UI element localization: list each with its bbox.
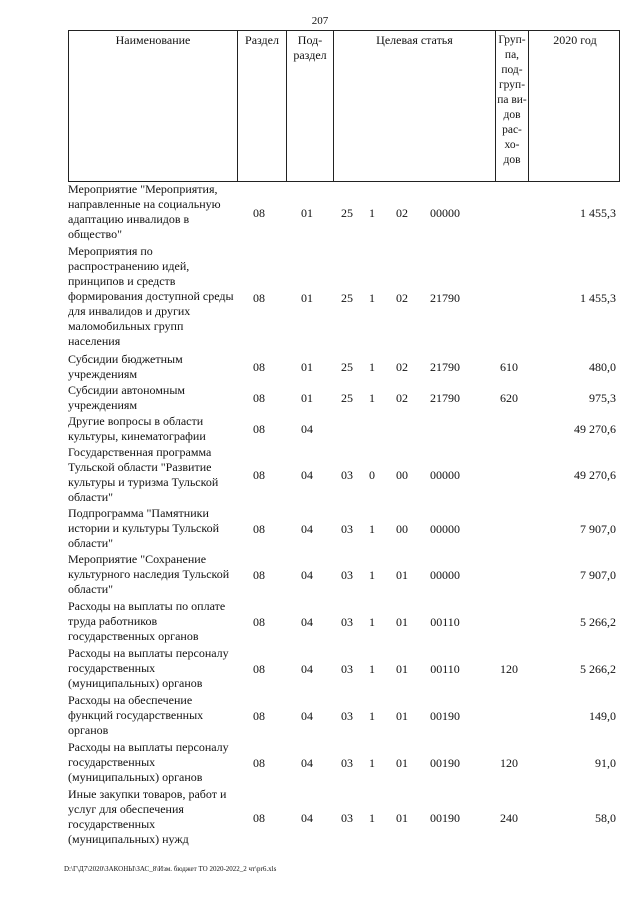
row-vr: 240	[500, 811, 518, 825]
row-amount: 58,0	[595, 811, 616, 825]
table-row	[68, 244, 628, 352]
row-name: Мероприятие "Мероприятия, направленные на социальную адаптацию инвалидов в общество"	[68, 182, 221, 241]
table-row	[68, 414, 628, 445]
row-amount: 480,0	[589, 360, 616, 374]
row-cs2: 1	[369, 360, 375, 374]
row-cs1: 25	[341, 360, 353, 374]
file-path-footer: D:\Г\Д7\2020\ЗАКОНЫ\ЗАС_8\Изм. бюджет ТО 2020-2022_2 чт\pr6.xls	[64, 865, 277, 873]
row-razdel: 08	[253, 811, 265, 825]
table-row	[68, 787, 628, 849]
table-row	[68, 445, 628, 506]
row-cs1: 03	[341, 568, 353, 582]
row-cs1: 25	[341, 391, 353, 405]
row-cs3: 01	[396, 662, 408, 676]
row-cs3: 00	[396, 468, 408, 482]
row-name: Субсидии бюджетным учреждениям	[68, 352, 183, 381]
table-header	[68, 30, 620, 182]
row-razdel: 08	[253, 522, 265, 536]
row-podrazdel: 04	[301, 468, 313, 482]
table-row	[68, 599, 628, 646]
row-amount: 49 270,6	[574, 468, 616, 482]
row-cs4: 21790	[430, 391, 460, 405]
row-podrazdel: 04	[301, 422, 313, 436]
row-cs2: 1	[369, 568, 375, 582]
table-row	[68, 693, 628, 740]
table-row	[68, 646, 628, 693]
row-amount: 7 907,0	[580, 522, 616, 536]
row-cs2: 1	[369, 615, 375, 629]
row-razdel: 08	[253, 468, 265, 482]
column-header-subsection: Под- раздел	[286, 31, 333, 181]
row-vr: 120	[500, 662, 518, 676]
row-cs2: 0	[369, 468, 375, 482]
column-header-target: Целевая статья	[333, 31, 495, 181]
table-row	[68, 383, 628, 414]
row-cs3: 02	[396, 360, 408, 374]
row-name: Расходы на выплаты персоналу государственных (муниципальных) органов	[68, 740, 229, 784]
row-cs4: 00000	[430, 568, 460, 582]
row-cs3: 02	[396, 291, 408, 305]
row-cs1: 03	[341, 615, 353, 629]
row-podrazdel: 01	[301, 291, 313, 305]
row-cs4: 21790	[430, 360, 460, 374]
row-cs4: 00190	[430, 756, 460, 770]
column-header-name: Наименование	[115, 33, 191, 47]
row-podrazdel: 04	[301, 662, 313, 676]
row-razdel: 08	[253, 662, 265, 676]
row-razdel: 08	[253, 568, 265, 582]
row-name: Другие вопросы в области культуры, кинематографии	[68, 414, 206, 443]
table-row	[68, 506, 628, 552]
row-cs2: 1	[369, 391, 375, 405]
row-cs3: 02	[396, 206, 408, 220]
row-amount: 49 270,6	[574, 422, 616, 436]
column-header-year: 2020 год	[528, 31, 621, 181]
row-amount: 975,3	[589, 391, 616, 405]
page-number: 207	[311, 15, 329, 27]
row-razdel: 08	[253, 206, 265, 220]
row-cs1: 03	[341, 811, 353, 825]
row-name: Мероприятие "Сохранение культурного наследия Тульской области"	[68, 552, 230, 596]
row-cs3: 02	[396, 391, 408, 405]
row-cs4: 00110	[430, 615, 460, 629]
row-vr: 120	[500, 756, 518, 770]
row-amount: 5 266,2	[580, 615, 616, 629]
row-cs3: 01	[396, 811, 408, 825]
row-cs3: 01	[396, 568, 408, 582]
row-cs1: 03	[341, 709, 353, 723]
row-podrazdel: 04	[301, 615, 313, 629]
row-cs2: 1	[369, 291, 375, 305]
row-cs1: 25	[341, 291, 353, 305]
table-row	[68, 552, 628, 599]
row-podrazdel: 04	[301, 811, 313, 825]
row-cs4: 00190	[430, 811, 460, 825]
column-header-section: Раздел	[237, 31, 286, 181]
row-amount: 91,0	[595, 756, 616, 770]
row-cs4: 21790	[430, 291, 460, 305]
row-name: Расходы на выплаты по оплате труда работников государственных органов	[68, 599, 226, 643]
column-header-group: Груп- па, под- груп- па ви- дов рас- хо- дов	[495, 31, 528, 181]
table-body	[68, 182, 628, 849]
row-cs3: 01	[396, 709, 408, 723]
row-razdel: 08	[253, 391, 265, 405]
row-name: Субсидии автономным учреждениям	[68, 383, 185, 412]
row-razdel: 08	[253, 709, 265, 723]
row-amount: 1 455,3	[580, 206, 616, 220]
table-row	[68, 740, 628, 787]
row-cs4: 00000	[430, 206, 460, 220]
row-cs1: 03	[341, 662, 353, 676]
table-row	[68, 352, 628, 383]
row-amount: 5 266,2	[580, 662, 616, 676]
row-name: Расходы на выплаты персоналу государственных (муниципальных) органов	[68, 646, 229, 690]
row-cs4: 00000	[430, 522, 460, 536]
row-cs4: 00190	[430, 709, 460, 723]
row-podrazdel: 04	[301, 568, 313, 582]
row-cs4: 00110	[430, 662, 460, 676]
row-cs2: 1	[369, 662, 375, 676]
row-cs2: 1	[369, 811, 375, 825]
row-cs3: 00	[396, 522, 408, 536]
row-podrazdel: 01	[301, 391, 313, 405]
row-name: Мероприятия по распространению идей, принципов и средств формирования доступной среды для инвалидов и других маломобильных групп населения	[68, 244, 234, 348]
row-podrazdel: 01	[301, 206, 313, 220]
row-podrazdel: 04	[301, 522, 313, 536]
row-amount: 149,0	[589, 709, 616, 723]
row-cs2: 1	[369, 206, 375, 220]
row-cs2: 1	[369, 709, 375, 723]
row-podrazdel: 04	[301, 709, 313, 723]
table-row	[68, 182, 628, 244]
row-vr: 610	[500, 360, 518, 374]
row-amount: 7 907,0	[580, 568, 616, 582]
row-vr: 620	[500, 391, 518, 405]
row-cs3: 01	[396, 615, 408, 629]
row-cs4: 00000	[430, 468, 460, 482]
row-name: Государственная программа Тульской области "Развитие культуры и туризма Тульской области"	[68, 445, 219, 504]
row-cs1: 03	[341, 522, 353, 536]
row-cs2: 1	[369, 522, 375, 536]
row-cs3: 01	[396, 756, 408, 770]
row-amount: 1 455,3	[580, 291, 616, 305]
row-podrazdel: 01	[301, 360, 313, 374]
row-podrazdel: 04	[301, 756, 313, 770]
row-cs2: 1	[369, 756, 375, 770]
row-name: Подпрограмма "Памятники истории и культуры Тульской области"	[68, 506, 220, 550]
row-razdel: 08	[253, 360, 265, 374]
row-cs1: 03	[341, 468, 353, 482]
row-cs1: 03	[341, 756, 353, 770]
row-razdel: 08	[253, 422, 265, 436]
row-razdel: 08	[253, 756, 265, 770]
row-name: Расходы на обеспечение функций государственных органов	[68, 693, 204, 737]
row-razdel: 08	[253, 615, 265, 629]
row-name: Иные закупки товаров, работ и услуг для обеспечения государственных (муниципальных) нужд	[68, 787, 227, 846]
row-razdel: 08	[253, 291, 265, 305]
row-cs1: 25	[341, 206, 353, 220]
